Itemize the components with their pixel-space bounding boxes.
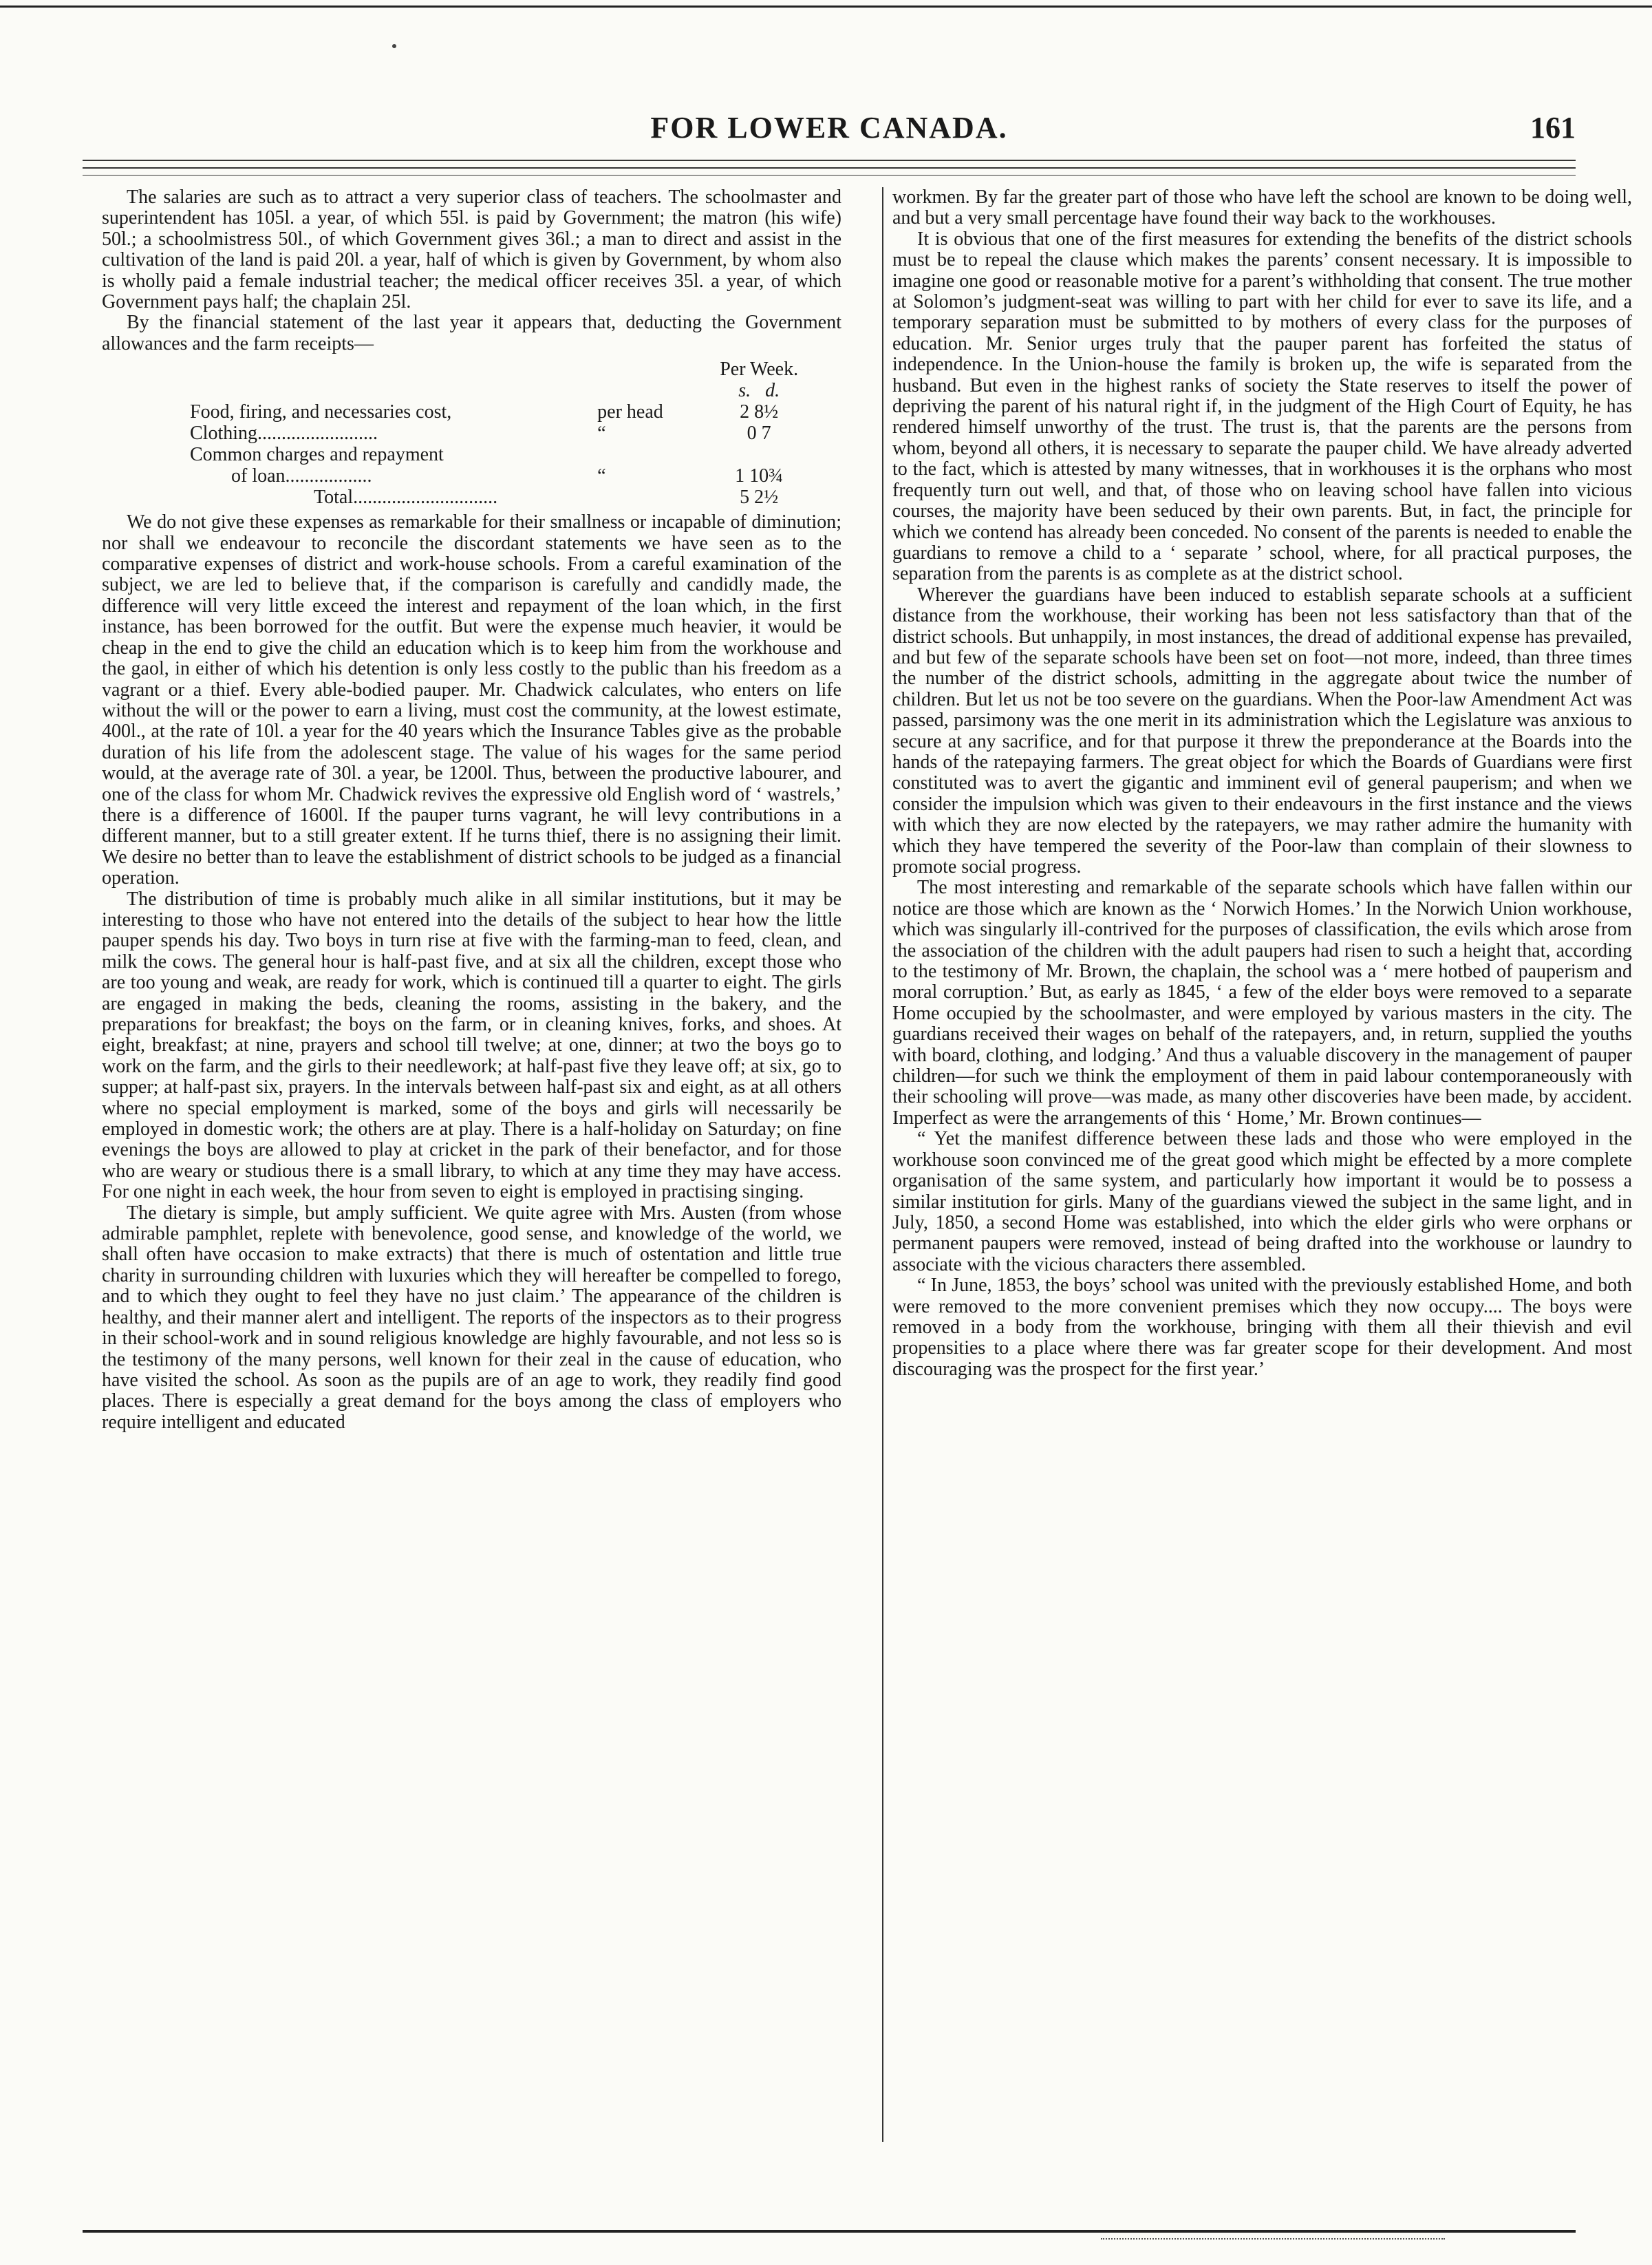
- footer-rule-dotted: [1101, 2238, 1445, 2240]
- page-number: 161: [1530, 111, 1576, 145]
- expense-row: [190, 465, 823, 487]
- shillings-heading: s.: [738, 380, 751, 402]
- column-divider: [882, 187, 883, 2142]
- expense-unit: “: [597, 465, 606, 487]
- header-rule: [83, 160, 1576, 161]
- header-rule: [83, 175, 1576, 176]
- paragraph: Wherever the guardians have been induced to establish separate schools at a sufficient distance from the workhouse, their working has been not less satisfactory than that of the district schools. But unhappily, in most instances, the dread of additional expense has prevailed, and but few of the separate schools have been set on foot—not more, indeed, than three times the number of the district schools, admitting in the aggregate about twice the number of children. But let us not be too severe on the guardians. When the Poor-law Amendment Act was passed, parsimony was the one merit in its administration which the Legislature was anxious to secure at any sacrifice, and for that purpose it threw the preponderance at the Boards into the hands of the ratepaying farmers. The great object for which the Boards of Guardians were first constituted was to avert the gigantic and imminent evil of general pauperism; and when we consider the impulsion which was given to their endeavours in the first instance and the views with which they are now elected by the ratepayers, we may rather admire the humanity with which they have tempered the severity of the Poor-law than complain of their slowness to promote social progress.: [892, 584, 1632, 878]
- expense-label: Clothing.........................: [190, 423, 378, 445]
- expense-unit: [597, 444, 695, 465]
- expense-amount: 0 7: [747, 423, 771, 445]
- expense-label: of loan..................: [231, 465, 372, 487]
- expense-row: [190, 444, 823, 465]
- paragraph: The dietary is simple, but amply sufficient. We quite agree with Mrs. Austen (from whose admirable pamphlet, replete with benevolence, good sense, and knowledge of the world, we shall often have occasion to make extracts) that there is much of ostentation and little true charity in surrounding children with luxuries which they will hereafter be compelled to forego, and to which they ought to feel they have no just claim.’ The appearance of the children is healthy, and their manner alert and intelligent. The reports of the inspectors as to their progress in their school-work and in sound religious knowledge are highly favourable, and not less so is the testimony of the many persons, well known for their zeal in the cause of education, who have visited the school. As soon as the pupils are of an age to work, they readily find good places. There is especially a great demand for the boys among the class of employers who require intelligent and educated: [102, 1202, 841, 1433]
- expense-amount: [695, 444, 823, 465]
- total-amount: 5 2½: [740, 487, 779, 509]
- expense-amount: 1 10¾: [735, 465, 784, 487]
- paragraph: It is obvious that one of the first measures for extending the benefits of the district schools must be to repeal the clause which makes the parents’ consent necessary. It is impossible to imagine one good or reasonable motive for a parent’s withholding that consent. The true mother at Solomon’s judgment-seat was willing to part with her child for ever to save its life, and a temporary separation must be submitted to by mothers of every class for the purposes of education. Mr. Senior urges truly that the pauper parent has forfeited the status of independence. In the Union-house the family is broken up, the wife is separated from the husband. But even in the highest ranks of society the State reserves to itself the power of depriving the parent of his natural right if, in the judgment of the High Court of Equity, he has rendered himself unworthy of the trust. The trust is, that the parents are the persons from whom, beyond all others, it is necessary to separate the pauper child. We have already adverted to the fact, which is attested by many witnesses, that in workhouses it is the orphans who most frequently turn out well, and that, of those who on leaving school have fallen into vicious courses, the majority have been seduced by their own parents. But, in fact, the principle for which we contend has already been conceded. No consent of the parents is needed to enable the guardians to remove a child to a ‘ separate ’ school, where, for all practical purposes, the separation from the parents is as complete as at the district school.: [892, 228, 1632, 585]
- paragraph: The distribution of time is probably much alike in all similar institutions, but it may be interesting to those who have not entered into the details of the subject to hear how the little pauper spends his day. Two boys in turn rise at five with the farming-man to feed, clean, and milk the cows. The general hour is half-past five, and at six all the children, except those who are too young and weak, are ready for work, which is continued till a quarter to eight. The girls are engaged in making the beds, cleaning the rooms, assisting in the bakery, and the preparations for breakfast; the boys on the farm, or in cleaning knives, forks, and shoes. At eight, breakfast; at nine, prayers and school till twelve; at one, dinner; at two the boys go to work on the farm, and the girls to their needlework; at half-past five they leave off; at six, go to supper; at half-past six, prayers. In the intervals between half-past six and eight, as at all others where no special employment is marked, some of the boys and girls will necessarily be employed in domestic work; the others are at play. There is a half-holiday on Saturday; on fine evenings the boys are allowed to play at cricket in the park of their benefactor, and for those who are weary or studious there is a small library, to which at any time they may have access. For one night in each week, the hour from seven to eight is employed in practising singing.: [102, 888, 841, 1203]
- paragraph: The most interesting and remarkable of the separate schools which have fallen within our notice are those which are known as the ‘ Norwich Homes.’ In the Norwich Union workhouse, which was singularly ill-contrived for the purposes of classification, the evils which arose from the association of the children with the adult paupers had risen to such a height that, according to the testimony of Mr. Brown, the chaplain, the school was a ‘ mere hotbed of pauperism and moral corruption.’ But, as early as 1845, ‘ a few of the elder boys were removed to a separate Home occupied by the schoolmaster, and were employed by various masters in the city. The guardians received their wages on behalf of the ratepayers, and, in return, supplied the youths with board, clothing, and lodging.’ And thus a valuable discovery in the management of pauper children—for such we think the employment of them in paid labour contemporaneously with their schooling will prove—was made, as many other discoveries have been made, by accident. Imperfect as were the arrangements of this ‘ Home,’ Mr. Brown continues—: [892, 877, 1632, 1129]
- expense-unit: “: [597, 423, 606, 445]
- ink-speck: [392, 44, 396, 48]
- top-edge-rule: [0, 6, 1652, 8]
- quoted-paragraph: “ Yet the manifest difference between these lads and those who were employed in the workhouse soon convinced me of the great good which might be effected by a more complete organisation of the same system, and particularly how important it would be to possess a similar institution for girls. Many of the guardians viewed the subject in the same light, and in July, 1850, a second Home was established, into which the elder girls who were orphans or permanent paupers were removed, instead of being drafted into the workhouse or laundry to associate with the vicious characters there assembled.: [892, 1128, 1632, 1275]
- header-rule: [83, 167, 1576, 169]
- paragraph: The salaries are such as to attract a very superior class of teachers. The schoolmaster and superintendent has 105l. a year, of which 55l. is paid by Government; the matron (his wife) 50l.; a schoolmistress 50l., of which Government gives 36l.; a man to direct and assist in the cultivation of the land is paid 20l. a year, half of which is given by Government, by whom also is wholly paid a female industrial teacher; the medical officer receives 35l. a year, of which Government pays half; the chaplain 25l.: [102, 187, 841, 313]
- right-column: [892, 187, 1632, 1380]
- pence-heading: d.: [765, 380, 780, 402]
- total-row: [190, 487, 823, 508]
- left-column: [102, 187, 841, 1433]
- per-week-heading: Per Week.: [720, 359, 799, 381]
- expense-label: Food, firing, and necessaries cost,: [190, 401, 452, 423]
- expense-unit: per head: [597, 401, 663, 423]
- expense-row: [190, 401, 823, 423]
- expense-table: [190, 359, 823, 508]
- paragraph: By the financial statement of the last year it appears that, deducting the Government allowances and the farm receipts—: [102, 312, 841, 354]
- footer-rule: [83, 2230, 1576, 2233]
- total-label: Total..............................: [314, 487, 498, 509]
- expense-amount: 2 8½: [740, 401, 779, 423]
- expense-label: Common charges and repayment: [190, 444, 444, 466]
- expense-row: [190, 423, 823, 444]
- paragraph: We do not give these expenses as remarkable for their smallness or incapable of diminution; nor shall we endeavour to reconcile the discordant statements we have seen as to the comparative expenses of district and work-house schools. From a careful examination of the subject, we are led to believe that, if the comparison is carefully and candidly made, the difference will very little exceed the interest and repayment of the loan which, in the first instance, has been borrowed for the outfit. But were the expense much heavier, it would be cheap in the end to give the child an education which is to keep him from the workhouse and the gaol, in either of which his detention is only less costly to the public than his freedom as a vagrant or a thief. Every able-bodied pauper. Mr. Chadwick calculates, who enters on life without the will or the power to earn a living, must cost the community, at the lowest estimate, 400l., at the rate of 10l. a year for the 40 years which the Insurance Tables give as the probable duration of his life from the adolescent stage. The value of his wages for the same period would, at the average rate of 30l. a year, be 1200l. Thus, between the productive labourer, and one of the class for whom Mr. Chadwick revives the expressive old English word of ‘ wastrels,’ there is a difference of 1600l. If the pauper turns vagrant, he will levy contributions in a different manner, but to a still greater extent. If he turns thief, there is no assigning their limit. We desire no better than to leave the establishment of district schools to be judged as a financial operation.: [102, 511, 841, 889]
- currency-heading: [695, 380, 823, 401]
- paragraph: workmen. By far the greater part of those who have left the school are known to be doing well, and but a very small percentage have found their way back to the workhouses.: [892, 187, 1632, 229]
- page-header: [83, 110, 1576, 151]
- running-title: FOR LOWER CANADA.: [650, 111, 1008, 145]
- quoted-paragraph: “ In June, 1853, the boys’ school was united with the previously established Home, and both were removed to the more convenient premises which they now occupy.... The boys were removed in a body from the workhouse, bringing with them all their thievish and evil propensities to a place where there was far greater scope for their development. And most discouraging was the prospect for the first year.’: [892, 1275, 1632, 1380]
